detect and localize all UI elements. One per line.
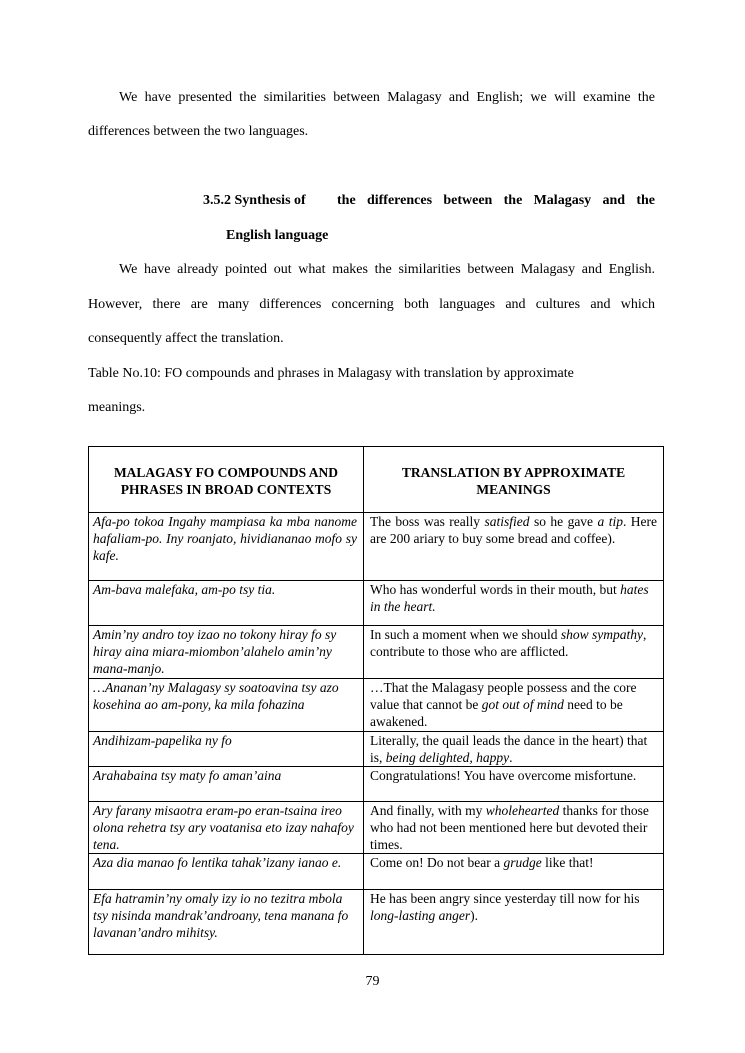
paragraph1-line2: differences between the two languages. [88, 124, 309, 139]
translation [364, 679, 664, 732]
page-number: 79 [365, 974, 380, 989]
paragraph1-line1: We have presented the similarities between Malagasy and English; we will examine the [119, 90, 655, 105]
translation [364, 767, 664, 802]
translation [364, 581, 664, 626]
translation [364, 890, 664, 955]
translation [364, 802, 664, 854]
translation-text: And finally, with my [370, 803, 486, 818]
table-row [89, 626, 664, 679]
section-heading-title: the differences between the Malagasy and the [337, 193, 655, 208]
translation-text: need to be awakened. [370, 697, 623, 729]
header-translation: TRANSLATION BY APPROXIMATE MEANINGS [364, 447, 664, 513]
translation-text: Congratulations! You have overcome misfortune. [370, 768, 637, 783]
translation-text: …That the Malagasy people possess and the core value that cannot be [370, 680, 637, 712]
malagasy-phrase: Aza dia manao fo lentika tahak’izany ianao e. [89, 854, 364, 890]
emphasis-text: hates in the heart. [370, 582, 649, 614]
translation-text: Who has wonderful words in their mouth, but [370, 582, 621, 597]
paragraph2-line3: consequently affect the translation. [88, 331, 284, 346]
emphasis-text: grudge [503, 855, 542, 870]
table-row [89, 513, 664, 581]
table-row [89, 802, 664, 854]
malagasy-phrase: Amin’ny andro toy izao no tokony hiray fo sy hiray aina miara-miombon’alahelo amin’ny mana-manjo. [89, 626, 364, 679]
malagasy-phrase: Andihizam-papelika ny fo [89, 732, 364, 767]
table-row [89, 767, 664, 802]
emphasis-text: a tip [597, 514, 623, 529]
translation-text: The boss was really [370, 514, 485, 529]
table-header-row [89, 447, 664, 513]
translation [364, 732, 664, 767]
malagasy-phrase: Arahabaina tsy maty fo aman’aina [89, 767, 364, 802]
paragraph2-line1: We have already pointed out what makes the similarities between Malagasy and English. [119, 262, 655, 277]
table-caption-line2: meanings. [88, 400, 146, 415]
emphasis-text: satisfied [484, 514, 530, 529]
fo-compounds-table [88, 446, 664, 955]
malagasy-phrase: Ary farany misaotra eram-po eran-tsaina ireo olona rehetra tsy ary voatanisa eto izay nahafoy tena. [89, 802, 364, 854]
section-heading-line2: English language [226, 228, 329, 243]
table-caption-line1: Table No.10: FO compounds and phrases in Malagasy with translation by approximate [88, 366, 574, 381]
emphasis-text: got out of mind [481, 697, 564, 712]
emphasis-text: long-lasting anger [370, 908, 471, 923]
translation-text: ). [470, 908, 478, 923]
table-row [89, 732, 664, 767]
translation-text: , contribute to those who are afflicted. [370, 627, 647, 659]
translation-text: . [509, 750, 513, 765]
translation-text: thanks for those who had not been mentioned here but devoted their times. [370, 803, 649, 852]
translation [364, 854, 664, 890]
translation-text: Literally, the quail leads the dance in the heart) that is, [370, 733, 648, 765]
translation-text: . Here are 200 ariary to buy some bread and coffee). [370, 514, 657, 546]
table-row [89, 854, 664, 890]
translation-text: In such a moment when we should [370, 627, 561, 642]
translation-text: so he gave [529, 514, 598, 529]
translation [364, 626, 664, 679]
malagasy-phrase: Am-bava malefaka, am-po tsy tia. [89, 581, 364, 626]
malagasy-phrase: …Ananan’ny Malagasy sy soatoavina tsy azo kosehina ao am-pony, ka mila fohazina [89, 679, 364, 732]
translation-text: He has been angry since yesterday till now for his [370, 891, 640, 906]
table-row [89, 890, 664, 955]
translation [364, 513, 664, 581]
malagasy-phrase: Afa-po tokoa Ingahy mampiasa ka mba nanome hafaliam-po. Iny roanjato, hividiananao mofo sy kafe. [89, 513, 364, 581]
translation-text: like that! [541, 855, 594, 870]
translation-text: Come on! Do not bear a [370, 855, 504, 870]
paragraph2-line2: However, there are many differences concerning both languages and cultures and which [88, 297, 655, 312]
malagasy-phrase: Efa hatramin’ny omaly izy io no tezitra mbola tsy nisinda mandrak’androany, tena manana fo lavanan’andro mihitsy. [89, 890, 364, 955]
emphasis-text: being delighted, happy [385, 750, 510, 765]
header-malagasy: MALAGASY FO COMPOUNDS AND PHRASES IN BROAD CONTEXTS [89, 447, 364, 513]
section-heading-number: 3.5.2 Synthesis of [203, 193, 306, 208]
emphasis-text: wholehearted [485, 803, 560, 818]
emphasis-text: show sympathy [560, 627, 643, 642]
table-row [89, 581, 664, 626]
table-row [89, 679, 664, 732]
